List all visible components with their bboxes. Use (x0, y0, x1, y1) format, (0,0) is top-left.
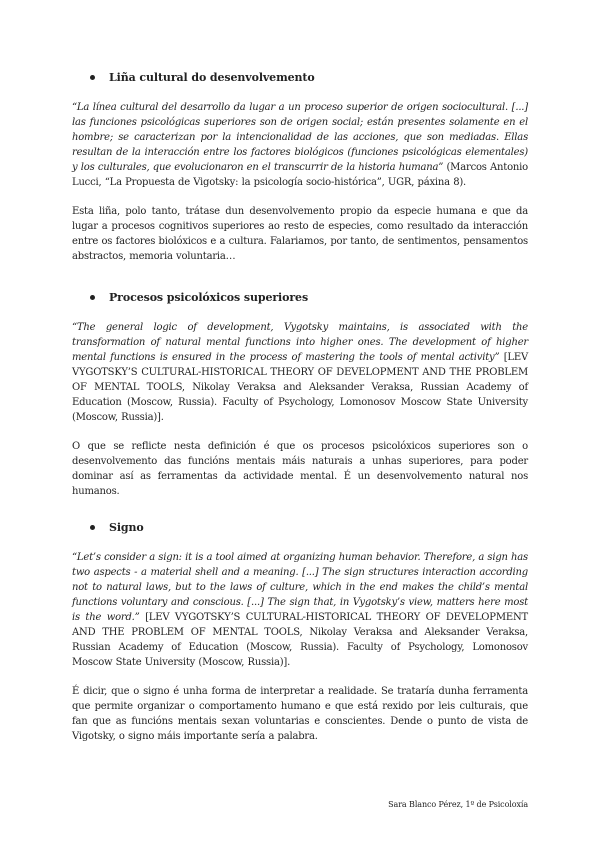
section-heading (72, 68, 528, 86)
bullet-icon (90, 525, 95, 530)
heading-text: Signo (109, 520, 144, 534)
body-paragraph: É dicir, que o signo é unha forma de interpretar a realidade. Se trataría dunha ferramenta que permite organizar o comportamento humano e que está rexido por leis culturais, que fan que as funcións mentais sexan voluntarias e conscientes. Dende o punto de vista de Vigotsky, o signo máis importante sería a palabra. (72, 686, 528, 742)
page-footer: Sara Blanco Pérez, 1º de Psicoloxía (388, 800, 528, 809)
body-paragraph: O que se reflicte nesta definición é que os procesos psicolóxicos superiores son o desenvolvemento das funcións mentais máis naturais a unhas superiores, para poder dominar así as ferramentas da actividade mental. É un desenvolvemento natural nos humanos. (72, 441, 528, 497)
bullet-icon (90, 295, 95, 300)
section-higher-processes (72, 288, 528, 499)
section-heading (72, 518, 528, 536)
quote-paragraph (72, 550, 528, 670)
quote-paragraph (72, 100, 528, 190)
quote-text: “The general logic of development, Vygotsky maintains, is associated with the transformation of natural mental functions into higher ones. The development of higher mental functions is ensured in the process of mastering the tools of mental activity” (72, 322, 528, 363)
bullet-icon (90, 75, 95, 80)
quote-citation: [LEV VYGOTSKY’S CULTURAL-HISTORICAL THEORY OF DEVELOPMENT AND THE PROBLEM OF MENTAL TOOLS, Nikolay Veraksa and Aleksander Veraksa, Russian Academy of Education (Moscow, Russia). Faculty of Psychology, Lomonosov Moscow State University (Moscow, Russia)]. (72, 352, 528, 423)
heading-text: Liña cultural do desenvolvemento (109, 70, 315, 84)
quote-paragraph (72, 320, 528, 425)
quote-citation: (Marcos Antonio Lucci, “La Propuesta de Vigotsky: la psicología socio-histórica”, UGR, páxina 8). (72, 162, 528, 188)
quote-text: “Let’s consider a sign: it is a tool aimed at organizing human behavior. Therefore, a sign has two aspects - a material shell and a meaning. [...] The sign structures interaction according not to natural laws, but to the laws of culture, which in the end makes the child’s mental functions voluntary and conscious. [...] The sign that, in Vygotsky’s view, matters here most is the word.” (72, 552, 528, 623)
heading-text: Procesos psicolóxicos superiores (109, 290, 309, 304)
section-cultural-line (72, 68, 528, 264)
section-heading (72, 288, 528, 306)
quote-text: “La línea cultural del desarrollo da lugar a un proceso superior de origen sociocultural. [...] las funciones psicológicas superiores son de origen social; están presentes solamente en el hombre; se caracterizan por la intencionalidad de las acciones, que son mediadas. Ellas resultan de la interacción entre los factores biológicos (funciones psicológicas elementales) y los culturales, que evolucionaron en el transcurrir de la historia humana” (72, 102, 528, 173)
section-sign (72, 518, 528, 744)
quote-citation: [LEV VYGOTSKY’S CULTURAL-HISTORICAL THEORY OF DEVELOPMENT AND THE PROBLEM OF MENTAL TOOLS, Nikolay Veraksa and Aleksander Veraksa, Russian Academy of Education (Moscow, Russia). Faculty of Psychology, Lomonosov Moscow State University (Moscow, Russia)]. (72, 612, 528, 668)
body-paragraph: Esta liña, polo tanto, trátase dun desenvolvemento propio da especie humana e que da lugar a procesos cognitivos superiores ao resto de especies, como resultado da interacción entre os factores biolóxicos e a cultura. Falariamos, por tanto, de sentimentos, pensamentos abstractos, memoria voluntaria… (72, 206, 528, 262)
